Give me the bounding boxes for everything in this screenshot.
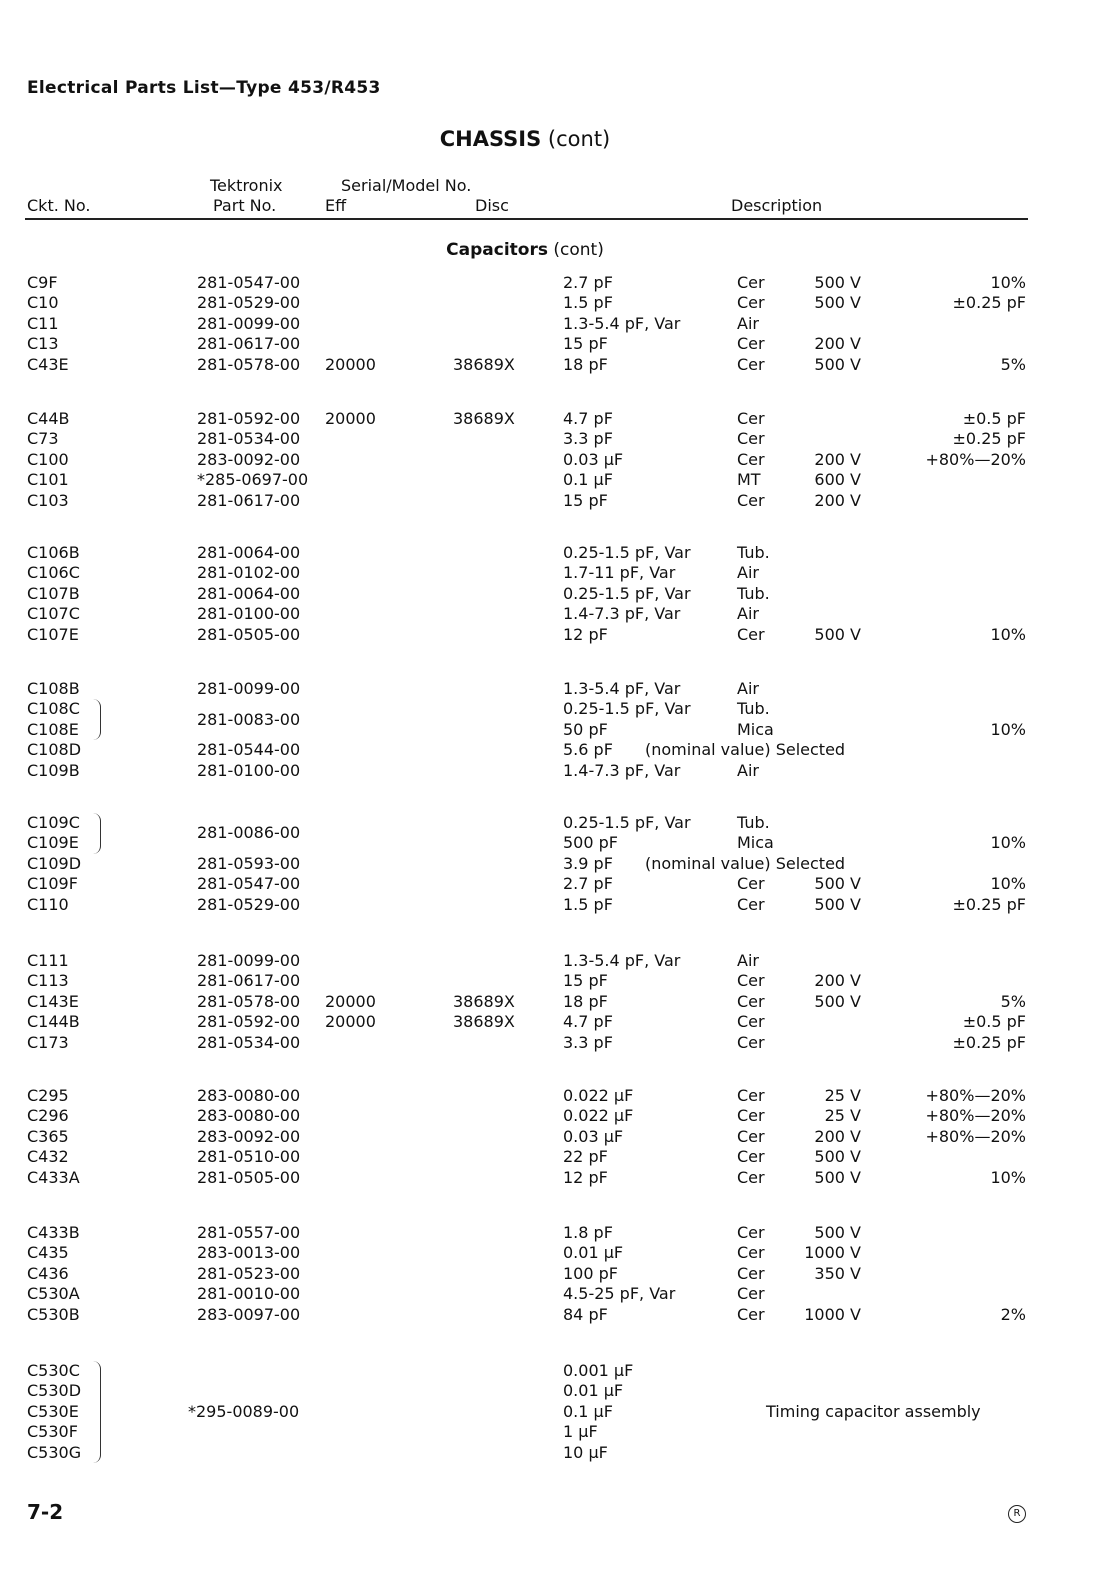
dielectric-type: Cer	[737, 449, 765, 469]
table-row	[0, 273, 1109, 293]
dielectric-type: Tub.	[737, 583, 770, 603]
table-row	[0, 1305, 1109, 1325]
ckt-number: C11	[27, 313, 59, 333]
shared-part-number: 281-0086-00	[197, 823, 301, 843]
ckt-number: C433A	[27, 1167, 80, 1187]
ckt-number: C107B	[27, 583, 80, 603]
table-row	[0, 699, 1109, 719]
table-row	[0, 1243, 1109, 1263]
voltage-rating: 200 V	[814, 449, 861, 469]
header-rule	[25, 218, 1028, 220]
dielectric-type: Air	[737, 313, 759, 333]
table-row	[0, 720, 1109, 740]
serial-disc: 38689X	[453, 409, 515, 428]
part-number: 281-0578-00	[197, 354, 301, 374]
value: 1.4-7.3 pF, Var	[563, 760, 681, 780]
dielectric-type: Cer	[737, 874, 765, 894]
dielectric-type: Cer	[737, 1304, 765, 1324]
value: 22 pF	[563, 1147, 608, 1167]
ckt-number: C108E	[27, 719, 79, 739]
voltage-rating: 200 V	[814, 1126, 861, 1146]
voltage-rating: 1000 V	[804, 1243, 861, 1263]
part-number: 281-0523-00	[197, 1263, 301, 1283]
ckt-number: C530C	[27, 1361, 80, 1380]
ckt-number: C10	[27, 293, 59, 313]
table-row	[0, 543, 1109, 563]
table-row	[0, 409, 1109, 429]
tolerance: 5%	[1000, 991, 1026, 1011]
table-row	[0, 1284, 1109, 1304]
part-number: 281-0064-00	[197, 583, 301, 603]
value: 0.01 μF	[563, 1381, 624, 1401]
table-row	[0, 314, 1109, 334]
part-number: 281-0529-00	[197, 293, 301, 313]
dielectric-type: Cer	[737, 991, 765, 1011]
voltage-rating: 350 V	[814, 1263, 861, 1283]
ckt-number: C44B	[27, 409, 70, 428]
tolerance: ±0.25 pF	[952, 1032, 1026, 1052]
ckt-number: C103	[27, 490, 69, 510]
subsection-title-main: Capacitors	[446, 240, 548, 260]
assembly-description: Timing capacitor assembly	[766, 1402, 981, 1421]
table-row	[0, 1443, 1109, 1463]
ckt-number: C9F	[27, 273, 58, 292]
value: 1.8 pF	[563, 1223, 613, 1242]
voltage-rating: 1000 V	[804, 1304, 861, 1324]
dielectric-type: Cer	[737, 334, 765, 354]
table-row	[0, 1127, 1109, 1147]
page-number: 7-2	[27, 1500, 64, 1524]
selection-note: (nominal value) Selected	[645, 740, 846, 760]
table-row	[0, 1033, 1109, 1053]
table-row	[0, 625, 1109, 645]
dielectric-type: Cer	[737, 354, 765, 374]
ckt-number: C13	[27, 334, 59, 354]
dielectric-type: Cer	[737, 1106, 765, 1126]
serial-disc: 38689X	[453, 1012, 515, 1032]
document-title: Electrical Parts List—Type 453/R453	[27, 78, 381, 98]
dielectric-type: Air	[737, 679, 759, 698]
table-row	[0, 491, 1109, 511]
serial-eff: 20000	[325, 991, 376, 1011]
voltage-rating: 500 V	[814, 293, 861, 313]
col-header-ckt-no: Ckt. No.	[27, 196, 91, 215]
ckt-number: C530F	[27, 1422, 78, 1442]
dielectric-type: Cer	[737, 1223, 765, 1242]
value: 18 pF	[563, 991, 608, 1011]
ckt-number: C144B	[27, 1012, 80, 1032]
part-number: 281-0593-00	[197, 853, 301, 873]
ckt-number: C108C	[27, 699, 80, 719]
dielectric-type: Cer	[737, 409, 765, 428]
table-row	[0, 470, 1109, 490]
value: 3.3 pF	[563, 429, 613, 449]
serial-disc: 38689X	[453, 991, 515, 1011]
value: 15 pF	[563, 490, 608, 510]
tolerance: 10%	[990, 624, 1026, 644]
value: 0.03 μF	[563, 1126, 624, 1146]
group-brace	[90, 813, 101, 854]
serial-eff: 20000	[325, 354, 376, 374]
voltage-rating: 500 V	[814, 354, 861, 374]
dielectric-type: Tub.	[737, 699, 770, 719]
voltage-rating: 25 V	[824, 1106, 861, 1126]
value: 2.7 pF	[563, 874, 613, 894]
ckt-number: C435	[27, 1243, 69, 1263]
value: 2.7 pF	[563, 273, 613, 292]
col-header-description: Description	[731, 196, 823, 215]
part-number: 281-0592-00	[197, 1012, 301, 1032]
value: 0.03 μF	[563, 449, 624, 469]
ckt-number: C111	[27, 951, 69, 970]
ckt-number: C101	[27, 470, 69, 490]
ckt-number: C530B	[27, 1304, 80, 1324]
ckt-number: C107C	[27, 604, 80, 624]
dielectric-type: Cer	[737, 1284, 765, 1304]
table-row	[0, 1168, 1109, 1188]
dielectric-type: Air	[737, 604, 759, 624]
part-number: 283-0080-00	[197, 1086, 301, 1105]
table-row	[0, 813, 1109, 833]
part-number: 281-0064-00	[197, 543, 301, 562]
table-row	[0, 355, 1109, 375]
part-number: 281-0099-00	[197, 313, 301, 333]
tolerance: +80%—20%	[925, 449, 1026, 469]
table-row	[0, 293, 1109, 313]
dielectric-type: Tub.	[737, 813, 770, 832]
dielectric-type: Tub.	[737, 543, 770, 562]
dielectric-type: Cer	[737, 624, 765, 644]
registered-mark: R	[1008, 1505, 1026, 1523]
group-brace	[90, 699, 101, 740]
ckt-number: C433B	[27, 1223, 80, 1242]
dielectric-type: Cer	[737, 894, 765, 914]
ckt-number: C43E	[27, 354, 69, 374]
shared-part-number: *295-0089-00	[188, 1402, 300, 1421]
table-row	[0, 971, 1109, 991]
part-number: 283-0092-00	[197, 1126, 301, 1146]
tolerance: 10%	[990, 719, 1026, 739]
value: 0.01 μF	[563, 1243, 624, 1263]
part-number: 281-0544-00	[197, 740, 301, 760]
value: 15 pF	[563, 334, 608, 354]
tolerance: 10%	[990, 833, 1026, 853]
dielectric-type: Cer	[737, 1147, 765, 1167]
serial-eff: 20000	[325, 409, 376, 428]
table-row	[0, 604, 1109, 624]
value: 0.25-1.5 pF, Var	[563, 813, 691, 832]
part-number: 283-0097-00	[197, 1304, 301, 1324]
table-row	[0, 563, 1109, 583]
value: 0.1 μF	[563, 470, 613, 490]
value: 0.25-1.5 pF, Var	[563, 543, 691, 562]
table-row	[0, 833, 1109, 853]
value: 1.5 pF	[563, 293, 613, 313]
ckt-number: C106C	[27, 563, 80, 583]
dielectric-type: Cer	[737, 1012, 765, 1032]
part-number: 281-0534-00	[197, 429, 301, 449]
table-row	[0, 1106, 1109, 1126]
tolerance: ±0.5 pF	[962, 409, 1026, 428]
tolerance: +80%—20%	[925, 1126, 1026, 1146]
part-number: 281-0100-00	[197, 604, 301, 624]
part-number: 281-0100-00	[197, 760, 301, 780]
part-number: *285-0697-00	[197, 470, 309, 490]
ckt-number: C108D	[27, 740, 82, 760]
selection-note: (nominal value) Selected	[645, 853, 846, 873]
part-number: 281-0547-00	[197, 273, 301, 292]
value: 50 pF	[563, 719, 608, 739]
value: 0.022 μF	[563, 1106, 634, 1126]
value: 500 pF	[563, 833, 618, 853]
value: 1.4-7.3 pF, Var	[563, 604, 681, 624]
value: 1 μF	[563, 1422, 598, 1442]
ckt-number: C295	[27, 1086, 69, 1105]
dielectric-type: Cer	[737, 1086, 765, 1105]
dielectric-type: Cer	[737, 1167, 765, 1187]
col-header-serial-model: Serial/Model No.	[341, 176, 472, 195]
table-row	[0, 1147, 1109, 1167]
part-number: 281-0557-00	[197, 1223, 301, 1242]
part-number: 281-0529-00	[197, 894, 301, 914]
value: 10 μF	[563, 1442, 608, 1462]
dielectric-type: Cer	[737, 1243, 765, 1263]
voltage-rating: 500 V	[814, 894, 861, 914]
voltage-rating: 500 V	[814, 874, 861, 894]
value: 100 pF	[563, 1263, 618, 1283]
ckt-number: C432	[27, 1147, 69, 1167]
voltage-rating: 200 V	[814, 334, 861, 354]
voltage-rating: 600 V	[814, 470, 861, 490]
dielectric-type: Cer	[737, 1032, 765, 1052]
dielectric-type: Air	[737, 951, 759, 970]
table-row	[0, 584, 1109, 604]
tolerance: 10%	[990, 874, 1026, 894]
ckt-number: C109B	[27, 760, 80, 780]
value: 18 pF	[563, 354, 608, 374]
value: 5.6 pF	[563, 740, 613, 760]
dielectric-type: Cer	[737, 971, 765, 991]
ckt-number: C109E	[27, 833, 79, 853]
section-title-suffix: (cont)	[547, 127, 611, 151]
value: 1.3-5.4 pF, Var	[563, 679, 681, 698]
voltage-rating: 500 V	[814, 1223, 861, 1242]
part-number: 281-0617-00	[197, 334, 301, 354]
table-row	[0, 740, 1109, 760]
dielectric-type: Air	[737, 760, 759, 780]
table-row	[0, 1361, 1109, 1381]
part-number: 283-0092-00	[197, 449, 301, 469]
voltage-rating: 500 V	[814, 1167, 861, 1187]
value: 1.7-11 pF, Var	[563, 563, 676, 583]
value: 3.3 pF	[563, 1032, 613, 1052]
part-number: 281-0617-00	[197, 490, 301, 510]
table-row	[0, 679, 1109, 699]
part-number: 281-0578-00	[197, 991, 301, 1011]
part-number: 281-0099-00	[197, 951, 301, 970]
serial-disc: 38689X	[453, 354, 515, 374]
serial-eff: 20000	[325, 1012, 376, 1032]
col-header-part-no: Part No.	[213, 196, 277, 215]
ckt-number: C365	[27, 1126, 69, 1146]
value: 4.7 pF	[563, 1012, 613, 1032]
tolerance: +80%—20%	[925, 1086, 1026, 1105]
part-number: 281-0505-00	[197, 1167, 301, 1187]
voltage-rating: 500 V	[814, 273, 861, 292]
ckt-number: C73	[27, 429, 59, 449]
value: 1.3-5.4 pF, Var	[563, 951, 681, 970]
value: 0.1 μF	[563, 1401, 613, 1421]
table-row	[0, 992, 1109, 1012]
col-header-eff: Eff	[325, 196, 347, 215]
ckt-number: C530D	[27, 1381, 82, 1401]
ckt-number: C173	[27, 1032, 69, 1052]
dielectric-type: Cer	[737, 273, 765, 292]
section-title	[0, 127, 1050, 151]
value: 0.022 μF	[563, 1086, 634, 1105]
table-row	[0, 429, 1109, 449]
value: 1.3-5.4 pF, Var	[563, 313, 681, 333]
ckt-number: C109D	[27, 853, 82, 873]
value: 1.5 pF	[563, 894, 613, 914]
tolerance: ±0.25 pF	[952, 293, 1026, 313]
tolerance: ±0.25 pF	[952, 429, 1026, 449]
shared-part-number: 281-0083-00	[197, 709, 301, 729]
table-row	[0, 1223, 1109, 1243]
value: 12 pF	[563, 624, 608, 644]
ckt-number: C436	[27, 1263, 69, 1283]
dielectric-type: Mica	[737, 719, 774, 739]
tolerance: +80%—20%	[925, 1106, 1026, 1126]
table-row	[0, 854, 1109, 874]
voltage-rating: 200 V	[814, 971, 861, 991]
part-number: 281-0510-00	[197, 1147, 301, 1167]
part-number: 283-0013-00	[197, 1243, 301, 1263]
ckt-number: C110	[27, 894, 69, 914]
dielectric-type: Cer	[737, 429, 765, 449]
value: 0.25-1.5 pF, Var	[563, 699, 691, 719]
ckt-number: C296	[27, 1106, 69, 1126]
table-row	[0, 895, 1109, 915]
dielectric-type: Cer	[737, 293, 765, 313]
ckt-number: C108B	[27, 679, 80, 698]
tolerance: 10%	[990, 1167, 1026, 1187]
part-number: 281-0547-00	[197, 874, 301, 894]
value: 4.7 pF	[563, 409, 613, 428]
part-number: 281-0617-00	[197, 971, 301, 991]
col-header-tektronix: Tektronix	[210, 176, 283, 195]
dielectric-type: Cer	[737, 490, 765, 510]
ckt-number: C107E	[27, 624, 79, 644]
tolerance: 5%	[1000, 354, 1026, 374]
part-number: 283-0080-00	[197, 1106, 301, 1126]
part-number: 281-0505-00	[197, 624, 301, 644]
table-row	[0, 1086, 1109, 1106]
dielectric-type: MT	[737, 470, 761, 490]
ckt-number: C106B	[27, 543, 80, 562]
table-row	[0, 1012, 1109, 1032]
part-number: 281-0010-00	[197, 1284, 301, 1304]
subsection-title	[0, 240, 1050, 260]
voltage-rating: 500 V	[814, 1147, 861, 1167]
table-row	[0, 874, 1109, 894]
ckt-number: C530E	[27, 1401, 79, 1421]
table-row	[0, 1381, 1109, 1401]
dielectric-type: Air	[737, 563, 759, 583]
tolerance: 10%	[990, 273, 1026, 292]
dielectric-type: Cer	[737, 1263, 765, 1283]
value: 4.5-25 pF, Var	[563, 1284, 676, 1304]
value: 0.001 μF	[563, 1361, 634, 1380]
ckt-number: C530G	[27, 1442, 82, 1462]
ckt-number: C113	[27, 971, 69, 991]
table-row	[0, 761, 1109, 781]
col-header-disc: Disc	[475, 196, 509, 215]
table-row	[0, 1264, 1109, 1284]
part-number: 281-0592-00	[197, 409, 301, 428]
voltage-rating: 500 V	[814, 991, 861, 1011]
tolerance: 2%	[1000, 1304, 1026, 1324]
subsection-title-suffix: (cont)	[553, 240, 604, 260]
ckt-number: C109C	[27, 813, 80, 832]
table-row	[0, 334, 1109, 354]
value: 3.9 pF	[563, 853, 613, 873]
value: 0.25-1.5 pF, Var	[563, 583, 691, 603]
dielectric-type: Cer	[737, 1126, 765, 1146]
table-row	[0, 450, 1109, 470]
part-number: 281-0099-00	[197, 679, 301, 698]
part-number: 281-0534-00	[197, 1032, 301, 1052]
group-brace	[90, 1361, 101, 1463]
voltage-rating: 25 V	[824, 1086, 861, 1105]
tolerance: ±0.5 pF	[962, 1012, 1026, 1032]
tolerance: ±0.25 pF	[952, 894, 1026, 914]
voltage-rating: 200 V	[814, 490, 861, 510]
value: 84 pF	[563, 1304, 608, 1324]
ckt-number: C109F	[27, 874, 78, 894]
value: 12 pF	[563, 1167, 608, 1187]
value: 15 pF	[563, 971, 608, 991]
ckt-number: C100	[27, 449, 69, 469]
dielectric-type: Mica	[737, 833, 774, 853]
voltage-rating: 500 V	[814, 624, 861, 644]
ckt-number: C530A	[27, 1284, 80, 1304]
table-row	[0, 1422, 1109, 1442]
ckt-number: C143E	[27, 991, 79, 1011]
table-row	[0, 951, 1109, 971]
part-number: 281-0102-00	[197, 563, 301, 583]
section-title-main: CHASSIS	[439, 127, 542, 151]
